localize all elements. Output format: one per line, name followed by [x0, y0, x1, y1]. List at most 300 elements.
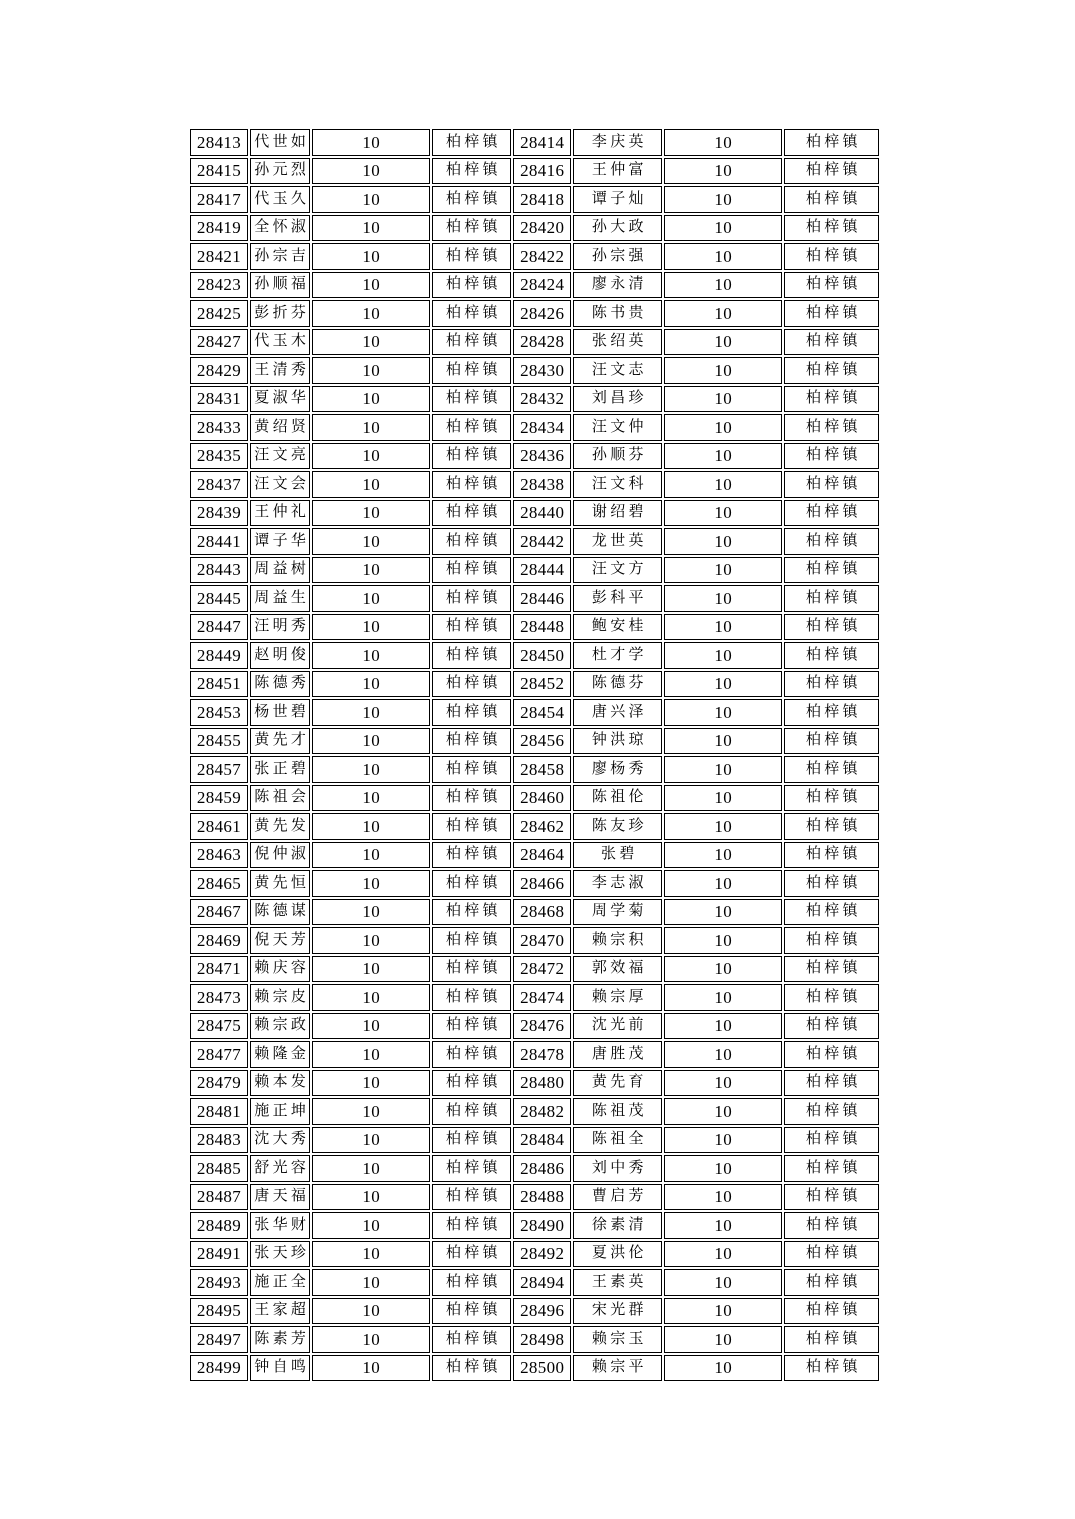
serial-cell: 28490	[513, 1212, 571, 1239]
town-cell: 柏梓镇	[784, 728, 879, 755]
serial-cell: 28471	[190, 956, 248, 983]
score-cell: 10	[664, 813, 782, 840]
serial-cell: 28465	[190, 870, 248, 897]
name-cell: 陈素芳	[250, 1326, 310, 1353]
town-cell: 柏梓镇	[784, 1184, 879, 1211]
serial-cell: 28467	[190, 899, 248, 926]
score-cell: 10	[312, 243, 430, 270]
name-cell: 陈德芬	[573, 671, 662, 698]
serial-cell: 28499	[190, 1355, 248, 1382]
table-row	[190, 186, 879, 213]
score-cell: 10	[664, 1070, 782, 1097]
score-cell: 10	[664, 357, 782, 384]
town-cell: 柏梓镇	[784, 471, 879, 498]
serial-cell: 28497	[190, 1326, 248, 1353]
score-cell: 10	[664, 414, 782, 441]
name-cell: 杨世碧	[250, 699, 310, 726]
table-row	[190, 870, 879, 897]
town-cell: 柏梓镇	[784, 243, 879, 270]
town-cell: 柏梓镇	[784, 984, 879, 1011]
name-cell: 赖隆金	[250, 1041, 310, 1068]
name-cell: 徐素清	[573, 1212, 662, 1239]
name-cell: 舒光容	[250, 1155, 310, 1182]
town-cell: 柏梓镇	[432, 1041, 511, 1068]
town-cell: 柏梓镇	[432, 557, 511, 584]
score-cell: 10	[312, 1241, 430, 1268]
town-cell: 柏梓镇	[784, 329, 879, 356]
score-cell: 10	[312, 984, 430, 1011]
town-cell: 柏梓镇	[784, 671, 879, 698]
score-cell: 10	[312, 1212, 430, 1239]
town-cell: 柏梓镇	[784, 1212, 879, 1239]
score-cell: 10	[312, 500, 430, 527]
serial-cell: 28483	[190, 1127, 248, 1154]
name-cell: 赖本发	[250, 1070, 310, 1097]
table-body	[190, 129, 879, 1381]
name-cell: 沈光前	[573, 1013, 662, 1040]
serial-cell: 28461	[190, 813, 248, 840]
serial-cell: 28473	[190, 984, 248, 1011]
score-cell: 10	[312, 272, 430, 299]
name-cell: 曹启芳	[573, 1184, 662, 1211]
score-cell: 10	[312, 899, 430, 926]
town-cell: 柏梓镇	[784, 500, 879, 527]
name-cell: 汪文亮	[250, 443, 310, 470]
town-cell: 柏梓镇	[784, 1269, 879, 1296]
name-cell: 唐胜茂	[573, 1041, 662, 1068]
score-cell: 10	[312, 414, 430, 441]
town-cell: 柏梓镇	[784, 927, 879, 954]
serial-cell: 28417	[190, 186, 248, 213]
name-cell: 张绍英	[573, 329, 662, 356]
roster-table	[188, 127, 881, 1383]
serial-cell: 28446	[513, 585, 571, 612]
score-cell: 10	[664, 614, 782, 641]
score-cell: 10	[312, 728, 430, 755]
name-cell: 彭科平	[573, 585, 662, 612]
serial-cell: 28424	[513, 272, 571, 299]
serial-cell: 28476	[513, 1013, 571, 1040]
score-cell: 10	[664, 1013, 782, 1040]
serial-cell: 28487	[190, 1184, 248, 1211]
town-cell: 柏梓镇	[432, 386, 511, 413]
town-cell: 柏梓镇	[784, 300, 879, 327]
town-cell: 柏梓镇	[432, 956, 511, 983]
town-cell: 柏梓镇	[784, 785, 879, 812]
name-cell: 汪文仲	[573, 414, 662, 441]
town-cell: 柏梓镇	[784, 614, 879, 641]
town-cell: 柏梓镇	[432, 1241, 511, 1268]
score-cell: 10	[312, 585, 430, 612]
table-row	[190, 1098, 879, 1125]
name-cell: 钟自鸣	[250, 1355, 310, 1382]
name-cell: 陈祖伦	[573, 785, 662, 812]
table-row	[190, 785, 879, 812]
town-cell: 柏梓镇	[432, 1155, 511, 1182]
serial-cell: 28500	[513, 1355, 571, 1382]
name-cell: 王素英	[573, 1269, 662, 1296]
town-cell: 柏梓镇	[432, 1070, 511, 1097]
name-cell: 赖宗政	[250, 1013, 310, 1040]
name-cell: 廖永清	[573, 272, 662, 299]
name-cell: 龙世英	[573, 528, 662, 555]
town-cell: 柏梓镇	[784, 1098, 879, 1125]
score-cell: 10	[312, 1355, 430, 1382]
serial-cell: 28460	[513, 785, 571, 812]
score-cell: 10	[312, 1298, 430, 1325]
town-cell: 柏梓镇	[432, 1098, 511, 1125]
table-row	[190, 671, 879, 698]
name-cell: 陈德秀	[250, 671, 310, 698]
score-cell: 10	[664, 1269, 782, 1296]
serial-cell: 28438	[513, 471, 571, 498]
name-cell: 孙大政	[573, 215, 662, 242]
score-cell: 10	[664, 1212, 782, 1239]
serial-cell: 28450	[513, 642, 571, 669]
town-cell: 柏梓镇	[784, 215, 879, 242]
table-row	[190, 728, 879, 755]
table-row	[190, 357, 879, 384]
town-cell: 柏梓镇	[432, 443, 511, 470]
score-cell: 10	[664, 215, 782, 242]
table-row	[190, 414, 879, 441]
score-cell: 10	[664, 699, 782, 726]
town-cell: 柏梓镇	[432, 728, 511, 755]
town-cell: 柏梓镇	[432, 300, 511, 327]
name-cell: 王清秀	[250, 357, 310, 384]
serial-cell: 28452	[513, 671, 571, 698]
score-cell: 10	[312, 785, 430, 812]
score-cell: 10	[664, 158, 782, 185]
name-cell: 汪文科	[573, 471, 662, 498]
town-cell: 柏梓镇	[784, 1070, 879, 1097]
score-cell: 10	[312, 1184, 430, 1211]
town-cell: 柏梓镇	[784, 386, 879, 413]
serial-cell: 28436	[513, 443, 571, 470]
town-cell: 柏梓镇	[432, 756, 511, 783]
serial-cell: 28415	[190, 158, 248, 185]
name-cell: 全怀淑	[250, 215, 310, 242]
name-cell: 李庆英	[573, 129, 662, 156]
score-cell: 10	[664, 129, 782, 156]
town-cell: 柏梓镇	[432, 1326, 511, 1353]
score-cell: 10	[312, 956, 430, 983]
town-cell: 柏梓镇	[432, 357, 511, 384]
score-cell: 10	[664, 1241, 782, 1268]
name-cell: 唐兴泽	[573, 699, 662, 726]
table-row	[190, 927, 879, 954]
table-row	[190, 329, 879, 356]
score-cell: 10	[312, 1013, 430, 1040]
score-cell: 10	[312, 471, 430, 498]
serial-cell: 28453	[190, 699, 248, 726]
table-row	[190, 1241, 879, 1268]
table-row	[190, 443, 879, 470]
town-cell: 柏梓镇	[432, 215, 511, 242]
name-cell: 赖宗平	[573, 1355, 662, 1382]
serial-cell: 28434	[513, 414, 571, 441]
serial-cell: 28440	[513, 500, 571, 527]
score-cell: 10	[664, 1355, 782, 1382]
serial-cell: 28481	[190, 1098, 248, 1125]
name-cell: 王仲富	[573, 158, 662, 185]
name-cell: 倪天芳	[250, 927, 310, 954]
table-row	[190, 1269, 879, 1296]
name-cell: 彭折芬	[250, 300, 310, 327]
town-cell: 柏梓镇	[432, 329, 511, 356]
score-cell: 10	[312, 443, 430, 470]
score-cell: 10	[664, 728, 782, 755]
name-cell: 李志淑	[573, 870, 662, 897]
score-cell: 10	[312, 158, 430, 185]
serial-cell: 28444	[513, 557, 571, 584]
town-cell: 柏梓镇	[784, 870, 879, 897]
name-cell: 郭效福	[573, 956, 662, 983]
score-cell: 10	[312, 1269, 430, 1296]
town-cell: 柏梓镇	[432, 1355, 511, 1382]
score-cell: 10	[312, 1041, 430, 1068]
name-cell: 赖宗厚	[573, 984, 662, 1011]
town-cell: 柏梓镇	[784, 956, 879, 983]
town-cell: 柏梓镇	[432, 158, 511, 185]
serial-cell: 28435	[190, 443, 248, 470]
name-cell: 廖杨秀	[573, 756, 662, 783]
name-cell: 赖宗玉	[573, 1326, 662, 1353]
name-cell: 张碧	[573, 842, 662, 869]
serial-cell: 28479	[190, 1070, 248, 1097]
serial-cell: 28426	[513, 300, 571, 327]
table-row	[190, 1127, 879, 1154]
town-cell: 柏梓镇	[432, 528, 511, 555]
town-cell: 柏梓镇	[784, 129, 879, 156]
score-cell: 10	[664, 671, 782, 698]
score-cell: 10	[664, 443, 782, 470]
score-cell: 10	[664, 785, 782, 812]
town-cell: 柏梓镇	[784, 585, 879, 612]
town-cell: 柏梓镇	[432, 1184, 511, 1211]
town-cell: 柏梓镇	[432, 500, 511, 527]
table-row	[190, 642, 879, 669]
serial-cell: 28413	[190, 129, 248, 156]
serial-cell: 28445	[190, 585, 248, 612]
table-row	[190, 272, 879, 299]
table-row	[190, 1155, 879, 1182]
serial-cell: 28477	[190, 1041, 248, 1068]
town-cell: 柏梓镇	[432, 186, 511, 213]
town-cell: 柏梓镇	[432, 1298, 511, 1325]
score-cell: 10	[312, 528, 430, 555]
score-cell: 10	[664, 1298, 782, 1325]
name-cell: 谢绍碧	[573, 500, 662, 527]
serial-cell: 28418	[513, 186, 571, 213]
town-cell: 柏梓镇	[432, 642, 511, 669]
table-row	[190, 129, 879, 156]
serial-cell: 28437	[190, 471, 248, 498]
serial-cell: 28470	[513, 927, 571, 954]
serial-cell: 28454	[513, 699, 571, 726]
score-cell: 10	[664, 1184, 782, 1211]
score-cell: 10	[312, 927, 430, 954]
serial-cell: 28430	[513, 357, 571, 384]
score-cell: 10	[312, 842, 430, 869]
name-cell: 杜才学	[573, 642, 662, 669]
score-cell: 10	[664, 585, 782, 612]
name-cell: 周益生	[250, 585, 310, 612]
town-cell: 柏梓镇	[784, 186, 879, 213]
name-cell: 施正坤	[250, 1098, 310, 1125]
town-cell: 柏梓镇	[432, 699, 511, 726]
table-row	[190, 386, 879, 413]
name-cell: 王家超	[250, 1298, 310, 1325]
serial-cell: 28420	[513, 215, 571, 242]
score-cell: 10	[664, 528, 782, 555]
serial-cell: 28443	[190, 557, 248, 584]
town-cell: 柏梓镇	[784, 272, 879, 299]
serial-cell: 28458	[513, 756, 571, 783]
score-cell: 10	[664, 557, 782, 584]
score-cell: 10	[312, 1127, 430, 1154]
town-cell: 柏梓镇	[784, 899, 879, 926]
score-cell: 10	[312, 357, 430, 384]
name-cell: 陈祖茂	[573, 1098, 662, 1125]
serial-cell: 28428	[513, 329, 571, 356]
name-cell: 刘昌珍	[573, 386, 662, 413]
score-cell: 10	[664, 1155, 782, 1182]
town-cell: 柏梓镇	[784, 1241, 879, 1268]
name-cell: 赖宗积	[573, 927, 662, 954]
score-cell: 10	[664, 842, 782, 869]
score-cell: 10	[312, 699, 430, 726]
name-cell: 钟洪琼	[573, 728, 662, 755]
town-cell: 柏梓镇	[432, 471, 511, 498]
serial-cell: 28491	[190, 1241, 248, 1268]
name-cell: 赖庆容	[250, 956, 310, 983]
score-cell: 10	[664, 1326, 782, 1353]
score-cell: 10	[312, 756, 430, 783]
name-cell: 赵明俊	[250, 642, 310, 669]
table-row	[190, 956, 879, 983]
serial-cell: 28414	[513, 129, 571, 156]
score-cell: 10	[664, 899, 782, 926]
score-cell: 10	[312, 215, 430, 242]
table-row	[190, 1070, 879, 1097]
name-cell: 唐天福	[250, 1184, 310, 1211]
serial-cell: 28466	[513, 870, 571, 897]
score-cell: 10	[664, 984, 782, 1011]
score-cell: 10	[664, 500, 782, 527]
town-cell: 柏梓镇	[432, 984, 511, 1011]
serial-cell: 28422	[513, 243, 571, 270]
name-cell: 沈大秀	[250, 1127, 310, 1154]
town-cell: 柏梓镇	[784, 699, 879, 726]
town-cell: 柏梓镇	[784, 414, 879, 441]
name-cell: 夏洪伦	[573, 1241, 662, 1268]
name-cell: 倪仲淑	[250, 842, 310, 869]
name-cell: 周学菊	[573, 899, 662, 926]
town-cell: 柏梓镇	[784, 1041, 879, 1068]
serial-cell: 28439	[190, 500, 248, 527]
serial-cell: 28489	[190, 1212, 248, 1239]
town-cell: 柏梓镇	[432, 1127, 511, 1154]
score-cell: 10	[664, 272, 782, 299]
serial-cell: 28447	[190, 614, 248, 641]
town-cell: 柏梓镇	[784, 1355, 879, 1382]
town-cell: 柏梓镇	[432, 842, 511, 869]
table-row	[190, 984, 879, 1011]
serial-cell: 28432	[513, 386, 571, 413]
name-cell: 张华财	[250, 1212, 310, 1239]
serial-cell: 28451	[190, 671, 248, 698]
name-cell: 黄先育	[573, 1070, 662, 1097]
serial-cell: 28425	[190, 300, 248, 327]
table-row	[190, 528, 879, 555]
score-cell: 10	[664, 471, 782, 498]
name-cell: 孙顺芬	[573, 443, 662, 470]
serial-cell: 28480	[513, 1070, 571, 1097]
serial-cell: 28488	[513, 1184, 571, 1211]
town-cell: 柏梓镇	[784, 813, 879, 840]
serial-cell: 28456	[513, 728, 571, 755]
table-row	[190, 500, 879, 527]
town-cell: 柏梓镇	[784, 842, 879, 869]
score-cell: 10	[312, 186, 430, 213]
table-row	[190, 300, 879, 327]
serial-cell: 28493	[190, 1269, 248, 1296]
score-cell: 10	[664, 1127, 782, 1154]
name-cell: 黄绍贤	[250, 414, 310, 441]
score-cell: 10	[312, 870, 430, 897]
serial-cell: 28498	[513, 1326, 571, 1353]
town-cell: 柏梓镇	[784, 642, 879, 669]
score-cell: 10	[664, 300, 782, 327]
score-cell: 10	[664, 243, 782, 270]
table-row	[190, 215, 879, 242]
score-cell: 10	[664, 329, 782, 356]
score-cell: 10	[312, 671, 430, 698]
name-cell: 鲍安桂	[573, 614, 662, 641]
serial-cell: 28482	[513, 1098, 571, 1125]
name-cell: 刘中秀	[573, 1155, 662, 1182]
town-cell: 柏梓镇	[784, 1127, 879, 1154]
town-cell: 柏梓镇	[432, 927, 511, 954]
name-cell: 王仲礼	[250, 500, 310, 527]
name-cell: 汪明秀	[250, 614, 310, 641]
score-cell: 10	[664, 642, 782, 669]
name-cell: 汪文志	[573, 357, 662, 384]
table-row	[190, 243, 879, 270]
serial-cell: 28423	[190, 272, 248, 299]
table-row	[190, 1041, 879, 1068]
name-cell: 代玉木	[250, 329, 310, 356]
serial-cell: 28429	[190, 357, 248, 384]
name-cell: 黄先恒	[250, 870, 310, 897]
serial-cell: 28442	[513, 528, 571, 555]
score-cell: 10	[664, 956, 782, 983]
table-row	[190, 1298, 879, 1325]
serial-cell: 28441	[190, 528, 248, 555]
serial-cell: 28459	[190, 785, 248, 812]
serial-cell: 28472	[513, 956, 571, 983]
serial-cell: 28464	[513, 842, 571, 869]
serial-cell: 28469	[190, 927, 248, 954]
name-cell: 代玉久	[250, 186, 310, 213]
table-row	[190, 1326, 879, 1353]
serial-cell: 28416	[513, 158, 571, 185]
town-cell: 柏梓镇	[784, 443, 879, 470]
town-cell: 柏梓镇	[432, 813, 511, 840]
name-cell: 宋光群	[573, 1298, 662, 1325]
score-cell: 10	[312, 642, 430, 669]
